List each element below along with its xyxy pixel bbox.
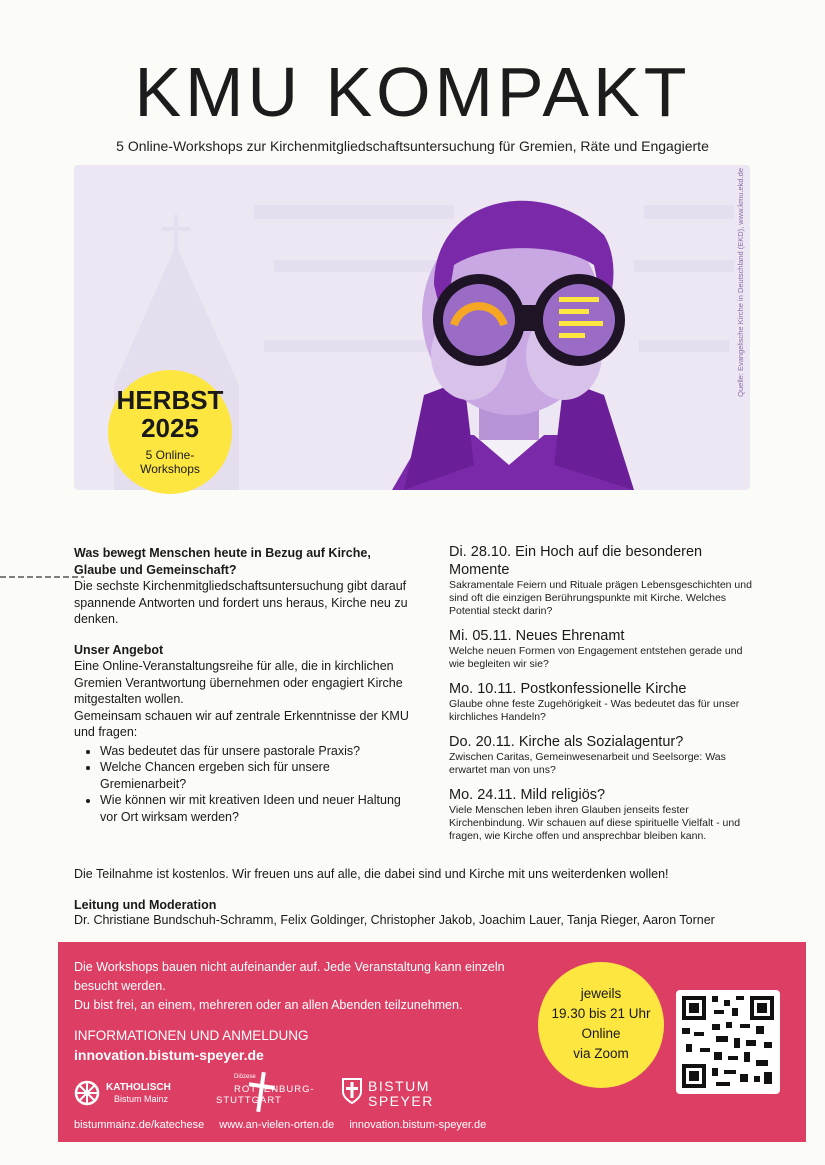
workshop-desc: Glaube ohne feste Zugehörigkeit - Was bedeutet das für unser kirchliches Handeln? [449,698,740,723]
rottenburg-name1: ROTTENBURG- [234,1084,315,1095]
workshop-desc: Zwischen Caritas, Gemeinwesenarbeit und Seelsorge: Was erwartet man von uns? [449,751,726,776]
mainz-name: KATHOLISCH [106,1082,171,1093]
info-text1: Die Workshops bauen nicht aufeinander auf. Jede Veranstaltung kann einzeln besucht werden. [74,960,505,993]
offer-text: Eine Online-Veranstaltungsreihe für alle, die in kirchlichen Gremien Verantwortung übernehmen oder engagiert Kirche mitgestalten wollen. [74,659,403,706]
speyer-name1: BISTUM [368,1078,430,1094]
workshop-title: Mi. 05.11. Neues Ehrenamt [449,628,625,644]
intro-heading: Was bewegt Menschen heute in Bezug auf Kirche, Glaube und Gemeinschaft? [74,546,371,577]
registration-heading: INFORMATIONEN UND ANMELDUNG [74,1028,309,1043]
image-source-note: Quelle: Evangelische Kirche in Deutschland (EKD), www.kmu.ekd.de [736,168,745,397]
qr-code[interactable] [676,990,780,1094]
badge-line3: 5 Online- [145,448,195,462]
workshop-item [449,786,759,843]
offer-text2: Gemeinsam schauen wir auf zentrale Erkenntnisse der KMU und fragen: [74,708,409,739]
rottenburg-small: Diözese [234,1074,256,1080]
scan-mark [0,566,84,570]
mainz-sub: Bistum Mainz [114,1094,169,1104]
question-item: • Wie können wir mit kreativen Ideen und neuer Haltung vor Ort wirksam werden? [100,792,414,825]
workshop-item [449,543,759,618]
page-title: KMU KOMPAKT [134,53,691,131]
leadership-names: Dr. Christiane Bundschuh-Schramm, Felix Goldinger, Christopher Jakob, Joachim Lauer, Tanja Rieger, Aaron Torner [74,913,715,927]
footer-links [74,1119,498,1131]
qr-code-icon [676,990,780,1094]
time-badge [538,962,664,1088]
footer-link-speyer[interactable]: innovation.bistum-speyer.de [349,1119,487,1131]
intro-column [74,545,414,825]
intro-text: Die sechste Kirchenmitgliedschaftsuntersuchung gibt darauf spannende Antworten und fordert uns heraus, Kirche neu zu denken. [74,579,408,626]
workshop-title: Mo. 10.11. Postkonfessionelle Kirche [449,681,687,697]
time-line2: 19.30 bis 21 Uhr [551,1006,651,1021]
question-item: • Welche Chancen ergeben sich für unsere Gremienarbeit? [100,759,414,792]
time-line3: Online [581,1026,621,1041]
badge-line1: HERBST [116,385,224,415]
question-item: • Was bedeutet das für unsere pastorale Praxis? [100,743,414,760]
footer-link-mainz[interactable]: bistummainz.de/katechese [74,1119,205,1131]
info-text2: Du bist frei, an einem, mehreren oder an allen Abenden teilzunehmen. [74,998,463,1012]
workshop-desc: Viele Menschen leben ihren Glauben jenseits fester Kirchenbindung. Wir schauen auf diese spirituelle Vielfalt - und fragen, wie Kirche offen und ansprechbar bleiben kann. [449,804,741,842]
badge-line2: 2025 [141,413,199,443]
workshop-desc: Welche neuen Formen von Engagement entstehen gerade und wie begleiten wir sie? [449,645,743,670]
season-badge [108,370,232,494]
badge-line4: Workshops [140,462,200,476]
speyer-name2: SPEYER [368,1093,434,1109]
footer-link-orten[interactable]: www.an-vielen-orten.de [219,1119,335,1131]
workshop-title: Di. 28.10. Ein Hoch auf die besonderen Momente [449,544,703,578]
registration-link[interactable]: innovation.bistum-speyer.de [74,1047,264,1063]
offer-heading: Unser Angebot [74,642,164,657]
participation-note: Die Teilnahme ist kostenlos. Wir freuen uns auf alle, die dabei sind und Kirche mit uns weiterdenken wollen! [74,867,669,881]
workshop-list [449,543,759,852]
workshop-title: Mo. 24.11. Mild religiös? [449,787,606,803]
mainz-wheel-icon [74,1080,100,1106]
rottenburg-name2: STUTTGART [216,1095,282,1106]
page-subtitle: 5 Online-Workshops zur Kirchenmitgliedschaftsuntersuchung für Gremien, Räte und Engagierte [116,138,709,154]
leadership-heading: Leitung und Moderation [74,898,217,912]
workshop-item [449,680,759,724]
workshop-title: Do. 20.11. Kirche als Sozialagentur? [449,734,684,750]
time-line1: jeweils [580,986,622,1001]
question-list [74,743,414,826]
time-line4: via Zoom [573,1046,629,1061]
workshop-item [449,627,759,671]
shield-cross-icon [342,1078,362,1104]
workshop-desc: Sakramentale Feiern und Rituale prägen Lebensgeschichten und sind oft die einzigen Berührungspunkte mit Kirche. Welches Potential steckt darin? [449,579,752,617]
info-text [74,958,534,1015]
workshop-item [449,733,759,777]
